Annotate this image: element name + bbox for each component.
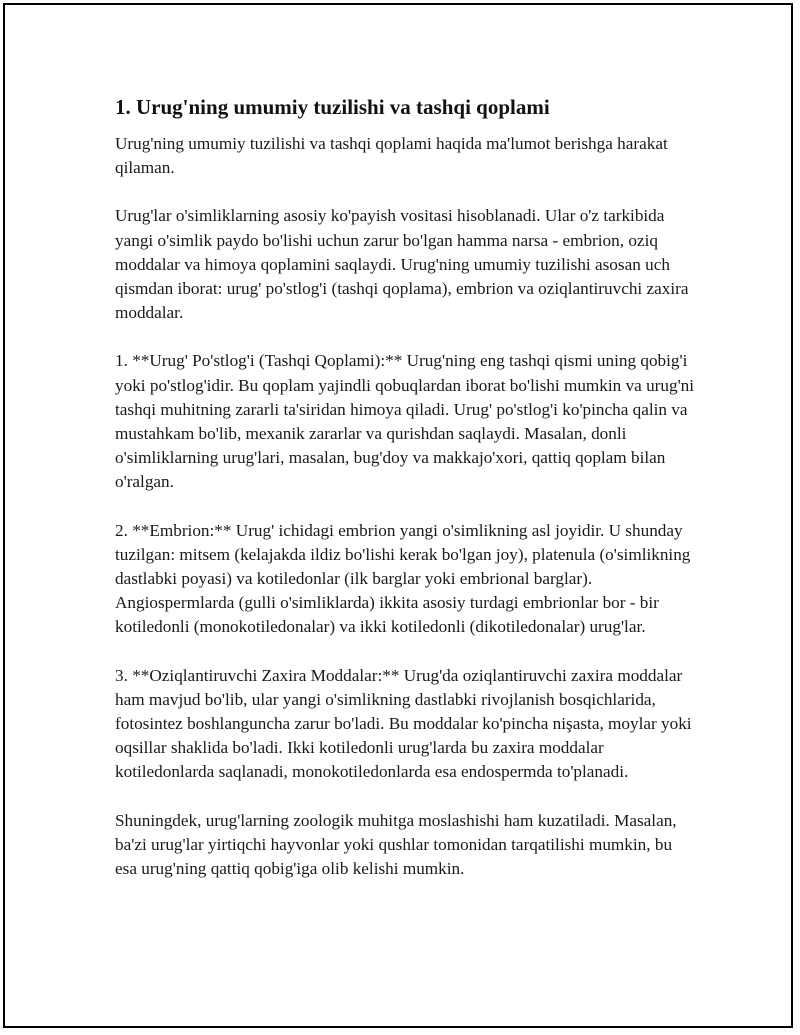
seed-coat-paragraph: 1. **Urug' Po'stlog'i (Tashqi Qoplami):** Urug'ning eng tashqi qismi uning qobig'i yoki po'stlog'idir. Bu qoplam yajindli qobuqlardan iborat bo'lishi mumkin va urug'ni tashqi muhitning zararli ta'siridan himoya qiladi. Urug' po'stlog'i ko'pincha qalin va mustahkam bo'lib, mexanik zararlar va qurishdan saqlaydi. Masalan, donli o'simliklarning urug'lari, masalan, bug'doy va makkajo'xori, qattiq qoplam bilan o'ralgan. xyxy=(115,351,695,492)
embryo-paragraph: 2. **Embrion:** Urug' ichidagi embrion yangi o'simlikning asl joyidir. U shunday tuzilgan: mitsem (kelajakda ildiz bo'lishi kerak bo'lgan joy), platenula (o'simlikning dastlabki poyasi) va kotiledonlar (ilk barglar yoki embrional barglar). Angiospermlarda (gulli o'simliklarda) ikkita asosiy turdagi embrionlar bor - bir kotiledonli (monokotiledonalar) va ikki kotiledonli (dikotiledonalar) urug'lar. xyxy=(115,520,691,637)
document-body xyxy=(115,94,695,905)
intro-paragraph: Urug'ning umumiy tuzilishi va tashqi qoplami haqida ma'lumot berishga harakat qilaman. xyxy=(115,134,668,178)
nutrient-reserve-paragraph: 3. **Oziqlantiruvchi Zaxira Moddalar:** Urug'da oziqlantiruvchi zaxira moddalar ham mavjud bo'lib, ular yangi o'simlikning dastlabki rivojlanish bosqichlarida, fotosintez boshlanguncha zarur bo'ladi. Bu moddalar ko'pincha nişasta, moylar yoki oqsillar shaklida bo'ladi. Ikki kotiledonli urug'larda bu zaxira moddalar kotiledonlarda saqlanadi, monokotiledonlarda esa endospermda to'planadi. xyxy=(115,665,692,782)
document-title: 1. Urug'ning umumiy tuzilishi va tashqi qoplami xyxy=(115,95,550,119)
overview-paragraph: Urug'lar o'simliklarning asosiy ko'payish vositasi hisoblanadi. Ular o'z tarkibida yangi o'simlik paydo bo'lishi uchun zarur bo'lgan hamma narsa - embrion, oziq moddalar va himoya qoplamini saqlaydi. Urug'ning umumiy tuzilishi asosan uch qismdan iborat: urug' po'stlog'i (tashqi qoplama), embrion va oziqlantiruvchi zaxira moddalar. xyxy=(115,206,689,323)
closing-paragraph: Shuningdek, urug'larning zoologik muhitga moslashishi ham kuzatiladi. Masalan, ba'zi urug'lar yirtiqchi hayvonlar yoki qushlar tomonidan tarqatilishi mumkin, bu esa urug'ning qattiq qobig'iga olib kelishi mumkin. xyxy=(115,810,677,879)
